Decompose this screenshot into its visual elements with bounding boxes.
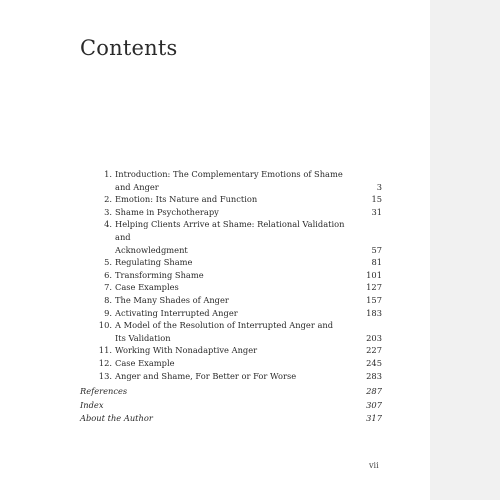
chapter-number: 2. [104, 194, 112, 205]
page-number: 317 [366, 413, 382, 424]
toc-entry [80, 319, 382, 344]
toc-entry [80, 357, 382, 370]
chapter-title: The Many Shades of Anger [115, 294, 229, 305]
chapter-number: 9. [104, 307, 112, 318]
table-of-contents [80, 168, 382, 425]
chapter-title: Transforming Shame [115, 269, 204, 280]
chapter-title: Helping Clients Arrive at Shame: Relational Validation and Acknowledgment [115, 219, 345, 255]
chapter-title: Emotion: Its Nature and Function [115, 194, 258, 205]
toc-entry [80, 281, 382, 294]
toc-entry [80, 206, 382, 219]
chapter-number: 13. [98, 370, 112, 381]
page-number: 287 [366, 386, 382, 397]
page-number: 57 [371, 244, 382, 255]
chapter-number: 7. [104, 282, 112, 293]
chapter-number: 12. [98, 357, 112, 368]
chapter-title: Anger and Shame, For Better or For Worse [115, 370, 297, 381]
toc-entry [80, 193, 382, 206]
chapter-number: 1. [104, 169, 112, 179]
page-number: 227 [366, 345, 382, 356]
page-number: 81 [371, 257, 382, 268]
page-number: 15 [371, 194, 382, 205]
chapter-title: Activating Interrupted Anger [115, 307, 238, 318]
chapter-number: 8. [104, 294, 112, 305]
back-matter-title: Index [80, 399, 104, 410]
page-number: 3 [376, 181, 382, 192]
page-margin [430, 0, 500, 500]
page-number: 203 [366, 332, 382, 343]
chapter-title: Regulating Shame [115, 257, 193, 268]
chapter-title: Shame in Psychotherapy [115, 206, 219, 217]
chapter-title: A Model of the Resolution of Interrupted Anger and Its Validation [115, 320, 334, 343]
back-matter-title: About the Author [80, 413, 153, 424]
chapter-title: Introduction: The Complementary Emotions of Shame and Anger [115, 169, 343, 192]
chapter-number: 3. [104, 206, 112, 217]
chapter-number: 10. [98, 320, 112, 331]
toc-entry [80, 294, 382, 307]
back-matter-entry [80, 412, 382, 425]
toc-entry [80, 307, 382, 320]
page-number: 127 [366, 282, 382, 293]
chapter-number: 11. [98, 345, 112, 356]
chapter-number: 6. [104, 269, 112, 280]
toc-entry [80, 269, 382, 282]
page-folio: vii [369, 461, 379, 470]
page-number: 245 [366, 357, 382, 368]
back-matter-entry [80, 385, 382, 398]
chapter-number: 5. [104, 257, 112, 268]
chapter-number: 4. [104, 219, 112, 230]
toc-entry [80, 344, 382, 357]
chapter-title: Case Examples [115, 282, 179, 293]
page-number: 283 [366, 370, 382, 381]
page-number: 101 [366, 269, 382, 280]
contents-heading: Contents [80, 36, 178, 60]
toc-entry [80, 370, 382, 383]
toc-entry [80, 168, 382, 193]
toc-entry [80, 256, 382, 269]
page-number: 31 [371, 206, 382, 217]
chapter-title: Working With Nonadaptive Anger [115, 345, 258, 356]
page-number: 183 [366, 307, 382, 318]
chapter-title: Case Example [115, 357, 175, 368]
toc-entry [80, 218, 382, 256]
back-matter-entry [80, 399, 382, 412]
page-number: 307 [366, 399, 382, 410]
page-number: 157 [366, 294, 382, 305]
back-matter-title: References [80, 386, 128, 397]
